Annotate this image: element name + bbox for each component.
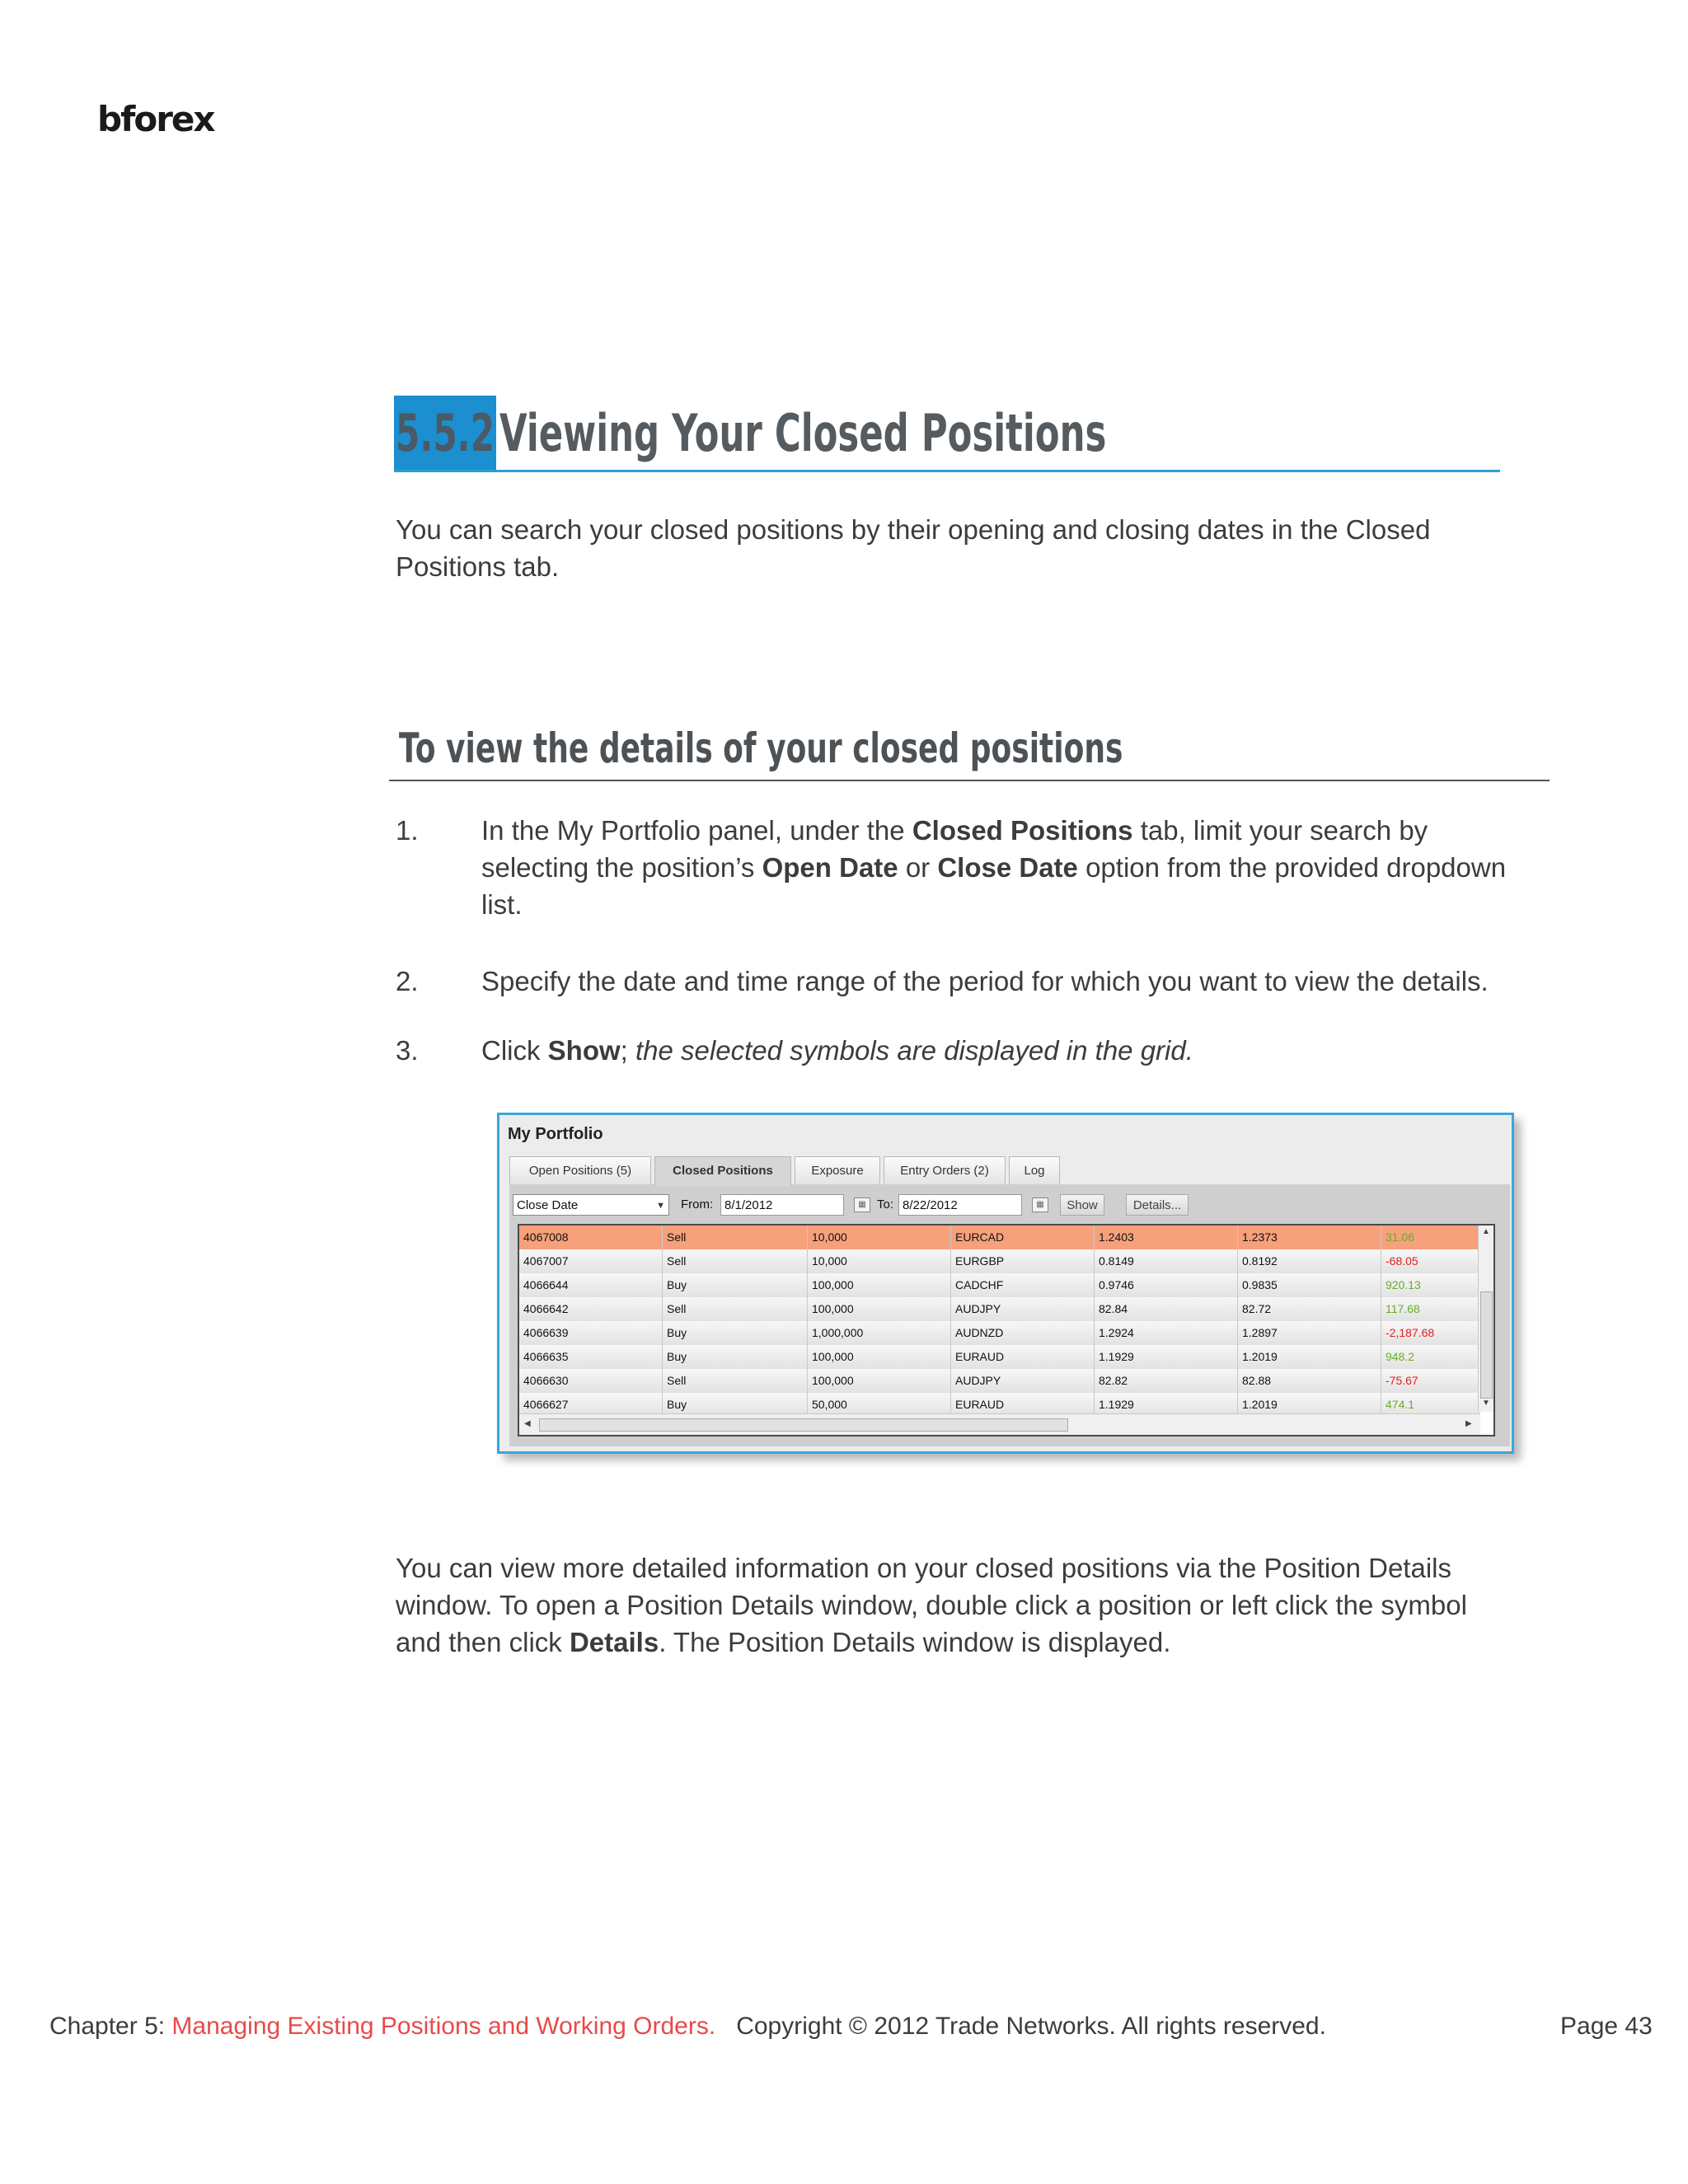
- table-cell: 100,000: [808, 1369, 951, 1393]
- footer: [49, 2013, 1326, 2041]
- table-cell: -2,187.68: [1381, 1321, 1480, 1345]
- table-cell: 100,000: [808, 1273, 951, 1297]
- section-heading: [394, 396, 1500, 472]
- table-row[interactable]: [519, 1321, 1480, 1346]
- table-cell: 4067007: [519, 1249, 663, 1273]
- table-row[interactable]: [519, 1345, 1480, 1370]
- table-cell: 474.1: [1381, 1393, 1480, 1417]
- my-portfolio-panel: [497, 1113, 1514, 1454]
- table-cell: 1.2403: [1095, 1226, 1238, 1249]
- table-cell: 0.8192: [1238, 1249, 1381, 1273]
- table-cell: 4066627: [519, 1393, 663, 1417]
- table-cell: 4066630: [519, 1369, 663, 1393]
- step-1-text: In the My Portfolio panel, under the Closed Positions tab, limit your search by selecting the position’s Open Date or Close Date option from the provided dropdown list.: [481, 815, 1507, 920]
- step-number: 2.: [396, 966, 419, 996]
- table-cell: 82.72: [1238, 1297, 1381, 1321]
- table-cell: 100,000: [808, 1297, 951, 1321]
- table-cell: 0.8149: [1095, 1249, 1238, 1273]
- table-cell: Buy: [663, 1345, 808, 1369]
- scroll-left-icon[interactable]: ◀: [524, 1419, 531, 1428]
- bforex-logo: bforex: [97, 99, 214, 139]
- footer-chapter-label: Chapter 5:: [49, 2013, 172, 2040]
- table-cell: 100,000: [808, 1345, 951, 1369]
- horizontal-scrollbar[interactable]: [519, 1413, 1480, 1436]
- tab-open-positions[interactable]: Open Positions (5): [509, 1156, 651, 1184]
- table-cell: 1.1929: [1095, 1345, 1238, 1369]
- table-cell: 948.2: [1381, 1345, 1480, 1369]
- section-number: 5.5.2: [396, 403, 495, 463]
- table-row[interactable]: [519, 1226, 1480, 1250]
- to-label: To:: [877, 1197, 894, 1212]
- vertical-scrollbar[interactable]: [1478, 1226, 1493, 1412]
- table-cell: 1.2897: [1238, 1321, 1381, 1345]
- table-cell: 82.84: [1095, 1297, 1238, 1321]
- closing-paragraph: You can view more detailed information on your closed positions via the Position Details window. To open a Position Details window, double click a position or left click the symbol and then click Details. The Position Details window is displayed.: [396, 1553, 1467, 1657]
- details-button[interactable]: Details...: [1126, 1194, 1189, 1216]
- table-cell: Sell: [663, 1297, 808, 1321]
- table-cell: -68.05: [1381, 1249, 1480, 1273]
- step-2-text: Specify the date and time range of the period for which you want to view the details.: [481, 966, 1489, 996]
- table-cell: 117.68: [1381, 1297, 1480, 1321]
- tab-closed-positions[interactable]: Closed Positions: [654, 1156, 791, 1186]
- table-cell: 1,000,000: [808, 1321, 951, 1345]
- table-cell: 920.13: [1381, 1273, 1480, 1297]
- scrollbar-thumb[interactable]: [1480, 1291, 1493, 1399]
- date-type-dropdown[interactable]: Close Date ▼: [513, 1194, 669, 1216]
- table-cell: 1.2924: [1095, 1321, 1238, 1345]
- table-row[interactable]: [519, 1273, 1480, 1298]
- table-cell: Buy: [663, 1393, 808, 1417]
- chevron-down-icon: ▼: [656, 1201, 665, 1211]
- table-cell: 1.2019: [1238, 1345, 1381, 1369]
- table-cell: AUDJPY: [951, 1297, 1095, 1321]
- scroll-right-icon[interactable]: ▶: [1465, 1419, 1472, 1428]
- scroll-up-icon[interactable]: ▲: [1482, 1227, 1490, 1236]
- table-cell: EURAUD: [951, 1393, 1095, 1417]
- scrollbar-thumb[interactable]: [539, 1418, 1068, 1432]
- table-cell: 1.2373: [1238, 1226, 1381, 1249]
- scroll-down-icon[interactable]: ▼: [1482, 1399, 1490, 1408]
- table-row[interactable]: [519, 1297, 1480, 1322]
- page-number: Page 43: [1560, 2013, 1653, 2040]
- footer-copyright: Copyright © 2012 Trade Networks. All rights reserved.: [736, 2013, 1326, 2040]
- step-number: 1.: [396, 815, 419, 846]
- table-cell: 4066639: [519, 1321, 663, 1345]
- panel-title: My Portfolio: [508, 1125, 603, 1143]
- tab-entry-orders[interactable]: Entry Orders (2): [884, 1156, 1006, 1184]
- from-label: From:: [681, 1197, 714, 1212]
- subheading: [389, 717, 1550, 781]
- table-cell: Sell: [663, 1369, 808, 1393]
- tab-exposure[interactable]: Exposure: [795, 1156, 880, 1184]
- table-cell: 10,000: [808, 1249, 951, 1273]
- table-row[interactable]: [519, 1249, 1480, 1274]
- step-number: 3.: [396, 1035, 419, 1066]
- section-title: Viewing Your Closed Positions: [499, 403, 1107, 463]
- table-cell: Buy: [663, 1321, 808, 1345]
- table-cell: 50,000: [808, 1393, 951, 1417]
- table-cell: CADCHF: [951, 1273, 1095, 1297]
- table-cell: EURGBP: [951, 1249, 1095, 1273]
- table-row[interactable]: [519, 1369, 1480, 1394]
- show-button[interactable]: Show: [1060, 1194, 1104, 1216]
- table-cell: 82.88: [1238, 1369, 1381, 1393]
- table-cell: -75.67: [1381, 1369, 1480, 1393]
- table-cell: 4067008: [519, 1226, 663, 1249]
- table-cell: EURAUD: [951, 1345, 1095, 1369]
- subheading-title: To view the details of your closed positions: [399, 724, 1123, 772]
- table-cell: 1.1929: [1095, 1393, 1238, 1417]
- table-cell: 4066644: [519, 1273, 663, 1297]
- tab-log[interactable]: Log: [1009, 1156, 1060, 1184]
- table-cell: Sell: [663, 1226, 808, 1249]
- table-cell: Buy: [663, 1273, 808, 1297]
- table-cell: Sell: [663, 1249, 808, 1273]
- table-cell: 31.06: [1381, 1226, 1480, 1249]
- table-cell: 10,000: [808, 1226, 951, 1249]
- table-cell: 4066635: [519, 1345, 663, 1369]
- table-cell: 1.2019: [1238, 1393, 1381, 1417]
- table-cell: 0.9746: [1095, 1273, 1238, 1297]
- closed-positions-grid: [518, 1224, 1495, 1436]
- calendar-icon[interactable]: ▦: [1032, 1197, 1048, 1212]
- step-3-text: Click Show; the selected symbols are displayed in the grid.: [481, 1035, 1193, 1066]
- from-date-field[interactable]: 8/1/2012: [720, 1194, 844, 1216]
- to-date-field[interactable]: 8/22/2012: [898, 1194, 1022, 1216]
- table-cell: EURCAD: [951, 1226, 1095, 1249]
- table-cell: 0.9835: [1238, 1273, 1381, 1297]
- calendar-icon[interactable]: ▦: [854, 1197, 870, 1212]
- footer-chapter-title: Managing Existing Positions and Working Orders.: [171, 2013, 716, 2040]
- table-cell: 82.82: [1095, 1369, 1238, 1393]
- table-cell: AUDNZD: [951, 1321, 1095, 1345]
- table-cell: 4066642: [519, 1297, 663, 1321]
- intro-paragraph: You can search your closed positions by their opening and closing dates in the Closed Positions tab.: [396, 514, 1431, 582]
- table-cell: AUDJPY: [951, 1369, 1095, 1393]
